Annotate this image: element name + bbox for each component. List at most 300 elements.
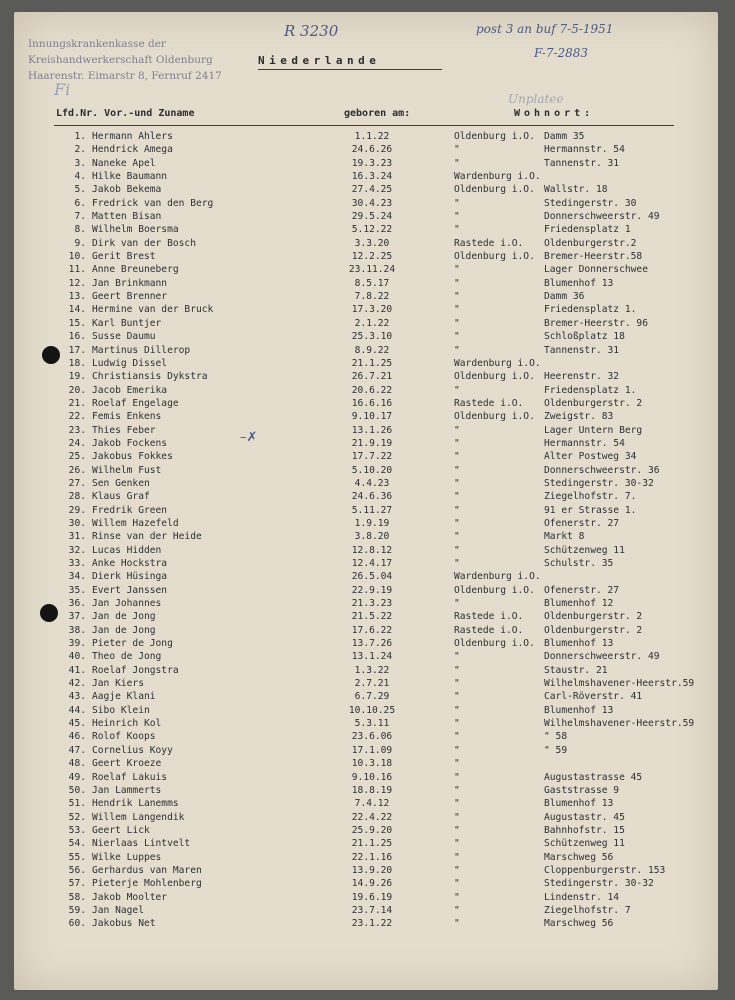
row-name: Thies Feber [92, 424, 156, 436]
row-name: Fredrik Green [92, 504, 168, 516]
table-row [14, 557, 718, 570]
row-name: Rinse van der Heide [92, 531, 202, 543]
row-street: Lager Donnerschwee [544, 264, 648, 276]
table-row [14, 797, 718, 810]
row-number: 59. [68, 904, 86, 916]
row-city: " [454, 477, 460, 489]
row-name: Hendrick Amega [92, 144, 173, 156]
row-name: Jan Johannes [92, 598, 162, 610]
row-birth-date: 1.1.22 [354, 131, 390, 142]
row-city: " [454, 758, 460, 770]
table-row [14, 584, 718, 597]
row-number: 5. [74, 184, 86, 196]
stamp-line-3: Haarenstr. Eimarstr 8, Fernruf 2417 [28, 70, 222, 82]
table-row [14, 210, 718, 223]
row-street: Damm 35 [544, 131, 585, 142]
table-row [14, 717, 718, 730]
row-name: Roelaf Jongstra [92, 664, 179, 676]
row-number: 37. [68, 611, 86, 623]
row-number: 47. [68, 744, 86, 756]
row-birth-date: 5.3.11 [354, 718, 390, 730]
row-street: Ziegelhofstr. 7 [544, 904, 631, 916]
row-birth-date: 1.3.22 [354, 664, 390, 676]
row-birth-date: 2.7.21 [354, 678, 390, 690]
row-birth-date: 21.1.25 [351, 838, 393, 850]
row-street: Bremer-Heerstr. 96 [544, 317, 648, 329]
row-city: Wardenburg i.O. [454, 357, 541, 369]
table-row [14, 597, 718, 610]
row-birth-date: 27.4.25 [351, 184, 393, 196]
table-row [14, 504, 718, 517]
row-name: Lucas Hidden [92, 544, 162, 556]
row-city: " [454, 664, 460, 676]
row-street: Hermannstr. 54 [544, 437, 625, 449]
row-street: Oldenburgerstr. 2 [544, 397, 643, 409]
row-name: Nierlaas Lintvelt [92, 838, 191, 850]
row-street: Donnerschweerstr. 36 [544, 464, 660, 476]
row-street: Augustastrasse 45 [544, 771, 643, 783]
row-name: Anke Hockstra [92, 558, 168, 569]
table-row [14, 277, 718, 290]
row-name: Dierk Hüsinga [92, 571, 168, 583]
row-street: Ofenerstr. 27 [544, 517, 620, 529]
row-number: 50. [68, 784, 86, 796]
row-name: Susse Daumu [92, 331, 156, 343]
row-number: 53. [68, 824, 86, 836]
table-row [14, 704, 718, 717]
row-number: 60. [68, 918, 86, 930]
row-birth-date: 29.5.24 [351, 211, 393, 223]
row-city: Oldenburg i.O. [454, 371, 535, 383]
row-number: 44. [68, 704, 86, 716]
row-city: " [454, 891, 460, 903]
row-number: 33. [68, 558, 86, 569]
handwritten-reference-number: F-7-2883 [534, 46, 589, 60]
row-name: Roelaf Lakuis [92, 771, 168, 783]
row-name: Jakob Bekema [92, 184, 162, 196]
table-row [14, 157, 718, 170]
row-birth-date: 18.8.19 [351, 784, 393, 796]
row-city: " [454, 558, 460, 569]
handwritten-note-top-right: post 3 an buf 7-5-1951 [476, 22, 614, 36]
row-name: Hilke Baumann [92, 171, 168, 183]
row-street: Tannenstr. 31 [544, 157, 620, 169]
table-row [14, 824, 718, 837]
table-row [14, 330, 718, 343]
row-name: Matten Bisan [92, 211, 162, 223]
table-row [14, 904, 718, 917]
row-number: 35. [68, 584, 86, 596]
row-street: Wilhelmshavener-Heerstr.59 [544, 718, 695, 730]
row-birth-date: 24.6.26 [351, 144, 393, 156]
row-number: 41. [68, 664, 86, 676]
row-birth-date: 13.9.20 [351, 864, 393, 876]
row-name: Evert Janssen [92, 584, 168, 596]
row-street: Gaststrasse 9 [544, 784, 620, 796]
table-row [14, 771, 718, 784]
row-name: Wilke Luppes [92, 851, 162, 863]
table-header [14, 108, 718, 122]
table-row [14, 143, 718, 156]
row-street: Blumenhof 13 [544, 798, 614, 810]
row-city: " [454, 424, 460, 436]
row-birth-date: 13.1.24 [351, 651, 393, 663]
table-row [14, 344, 718, 357]
row-city: Rastede i.O. [454, 611, 524, 623]
table-row [14, 410, 718, 423]
row-name: Naneke Apel [92, 157, 156, 169]
row-city: Oldenburg i.O. [454, 584, 535, 596]
row-name: Geert Lick [92, 824, 150, 836]
stamp-line-1: Innungskrankenkasse der [28, 38, 166, 50]
table-row [14, 384, 718, 397]
row-birth-date: 9.10.16 [351, 771, 393, 783]
row-city: " [454, 904, 460, 916]
row-city: " [454, 824, 460, 836]
row-street: Ofenerstr. 27 [544, 584, 620, 596]
row-street: Alter Postweg 34 [544, 451, 637, 463]
row-number: 40. [68, 651, 86, 663]
row-street: Hermannstr. 54 [544, 144, 625, 156]
document-title: Niederlande [258, 54, 381, 67]
row-name: Gerit Brest [92, 251, 156, 263]
row-birth-date: 25.3.10 [351, 331, 393, 343]
table-row [14, 864, 718, 877]
table-row [14, 917, 718, 930]
row-city: Oldenburg i.O. [454, 411, 535, 423]
row-birth-date: 17.7.22 [351, 451, 393, 463]
row-birth-date: 9.10.17 [351, 411, 393, 423]
row-name: Sen Genken [92, 477, 150, 489]
row-street: Blumenhof 13 [544, 638, 614, 650]
row-city: Oldenburg i.O. [454, 251, 535, 263]
row-name: Willem Langendik [92, 811, 185, 823]
row-street: Schützenweg 11 [544, 838, 625, 850]
row-number: 52. [68, 811, 86, 823]
row-number: 32. [68, 544, 86, 556]
row-number: 25. [68, 451, 86, 463]
row-city: " [454, 157, 460, 169]
row-street: Augustastr. 45 [544, 811, 625, 823]
row-birth-date: 26.5.04 [351, 571, 393, 583]
row-name: Anne Breuneberg [92, 264, 179, 276]
table-row [14, 517, 718, 530]
table-row [14, 530, 718, 543]
row-name: Dirk van der Bosch [92, 237, 196, 249]
row-city: " [454, 531, 460, 543]
row-city: " [454, 878, 460, 890]
row-street: Carl-Röverstr. 41 [544, 691, 643, 703]
row-birth-date: 21.9.19 [351, 437, 393, 449]
table-row [14, 811, 718, 824]
row-name: Heinrich Kol [92, 718, 162, 730]
table-row [14, 851, 718, 864]
table-row [14, 130, 718, 143]
row-number: 19. [68, 371, 86, 383]
row-number: 11. [68, 264, 86, 276]
row-city: " [454, 651, 460, 663]
row-number: 48. [68, 758, 86, 770]
row-number: 28. [68, 491, 86, 503]
row-name: Hermine van der Bruck [92, 304, 214, 316]
table-row [14, 424, 718, 437]
table-row [14, 837, 718, 850]
row-street: Schloßplatz 18 [544, 331, 625, 343]
row-city: Oldenburg i.O. [454, 638, 535, 650]
row-street: Blumenhof 13 [544, 704, 614, 716]
row-city: " [454, 504, 460, 516]
table-row [14, 263, 718, 276]
row-number: 46. [68, 731, 86, 743]
row-birth-date: 13.7.26 [351, 638, 393, 650]
row-street: Zweigstr. 83 [544, 411, 614, 423]
row-city: " [454, 851, 460, 863]
row-birth-date: 17.1.09 [351, 744, 393, 756]
row-number: 57. [68, 878, 86, 890]
row-city: Oldenburg i.O. [454, 131, 535, 142]
row-street: Heerenstr. 32 [544, 371, 620, 383]
row-birth-date: 23.7.14 [351, 904, 393, 916]
row-city: " [454, 864, 460, 876]
row-number: 39. [68, 638, 86, 650]
row-street: Blumenhof 12 [544, 598, 614, 610]
table-row [14, 570, 718, 583]
table-row [14, 317, 718, 330]
title-underline [258, 69, 442, 70]
row-city: " [454, 331, 460, 343]
row-street: 91 er Strasse 1. [544, 504, 637, 516]
table-row [14, 237, 718, 250]
table-row [14, 183, 718, 196]
row-street: Lindenstr. 14 [544, 891, 620, 903]
row-city: " [454, 344, 460, 356]
header-born: geboren am: [344, 108, 411, 119]
table-row [14, 690, 718, 703]
row-birth-date: 7.4.12 [354, 798, 390, 810]
row-birth-date: 25.9.20 [351, 824, 393, 836]
row-name: Fredrick van den Berg [92, 197, 214, 209]
row-birth-date: 5.11.27 [351, 504, 393, 516]
row-city: " [454, 598, 460, 610]
row-number: 15. [68, 317, 86, 329]
row-name: Jan Kiers [92, 678, 144, 690]
table-row [14, 397, 718, 410]
row-birth-date: 23.11.24 [348, 264, 396, 276]
row-street: Markt 8 [544, 531, 585, 543]
office-stamp [28, 36, 248, 84]
row-number: 20. [68, 384, 86, 396]
row-street: Friedensplatz 1 [544, 224, 631, 236]
row-number: 4. [74, 171, 86, 183]
table-row [14, 637, 718, 650]
row-name: Rolof Koops [92, 731, 156, 743]
row-number: 42. [68, 678, 86, 690]
row-city: " [454, 437, 460, 449]
row-birth-date: 23.6.06 [351, 731, 393, 743]
table-row [14, 610, 718, 623]
row-city: " [454, 304, 460, 316]
row-street: Oldenburgerstr. 2 [544, 624, 643, 636]
row-name: Martinus Dillerop [92, 344, 191, 356]
table-row [14, 370, 718, 383]
row-birth-date: 16.3.24 [351, 171, 393, 183]
row-birth-date: 3.3.20 [354, 237, 390, 249]
row-city: " [454, 211, 460, 223]
row-street: Donnerschweerstr. 49 [544, 211, 660, 223]
row-name: Femis Enkens [92, 411, 162, 423]
row-name: Jakob Fockens [92, 437, 168, 449]
row-city: " [454, 384, 460, 396]
row-name: Theo de Jong [92, 651, 162, 663]
row-number: 43. [68, 691, 86, 703]
row-number: 36. [68, 598, 86, 610]
row-name: Geert Kroeze [92, 758, 162, 770]
table-row [14, 197, 718, 210]
row-name: Jan de Jong [92, 624, 156, 636]
row-city: " [454, 744, 460, 756]
row-city: " [454, 277, 460, 289]
header-number-name: Lfd.Nr. Vor.-und Zuname [56, 108, 195, 119]
table-row [14, 664, 718, 677]
row-name: Willem Hazefeld [92, 517, 179, 529]
row-street: Stedingerstr. 30-32 [544, 477, 654, 489]
row-birth-date: 30.4.23 [351, 197, 393, 209]
row-city: " [454, 838, 460, 850]
row-city: " [454, 517, 460, 529]
row-number: 8. [74, 224, 86, 236]
row-street: Donnerschweerstr. 49 [544, 651, 660, 663]
row-street: Oldenburgerstr. 2 [544, 611, 643, 623]
table-row [14, 784, 718, 797]
row-number: 7. [74, 211, 86, 223]
row-city: Wardenburg i.O. [454, 171, 541, 183]
row-city: Rastede i.O. [454, 624, 524, 636]
row-street: Friedensplatz 1. [544, 384, 637, 396]
row-name: Hermann Ahlers [92, 131, 173, 142]
row-name: Wilhelm Fust [92, 464, 162, 476]
row-name: Wilhelm Boersma [92, 224, 179, 236]
row-birth-date: 2.1.22 [354, 317, 390, 329]
row-number: 56. [68, 864, 86, 876]
row-number: 14. [68, 304, 86, 316]
row-birth-date: 7.8.22 [354, 291, 390, 303]
row-street: Blumenhof 13 [544, 277, 614, 289]
row-birth-date: 22.1.16 [351, 851, 393, 863]
table-row [14, 544, 718, 557]
row-number: 18. [68, 357, 86, 369]
row-street: Oldenburgerstr.2 [544, 237, 637, 249]
row-name: Hendrik Lanemms [92, 798, 179, 810]
row-number: 16. [68, 331, 86, 343]
table-row [14, 624, 718, 637]
row-birth-date: 21.5.22 [351, 611, 393, 623]
row-street: Stedingerstr. 30 [544, 197, 637, 209]
row-city: " [454, 691, 460, 703]
table-row [14, 464, 718, 477]
row-birth-date: 22.4.22 [351, 811, 393, 823]
row-number: 23. [68, 424, 86, 436]
row-street: Stedingerstr. 30-32 [544, 878, 654, 890]
row-city: " [454, 264, 460, 276]
row-number: 2. [74, 144, 86, 156]
row-birth-date: 17.3.20 [351, 304, 393, 316]
row-birth-date: 5.12.22 [351, 224, 393, 236]
table-row [14, 677, 718, 690]
table-row [14, 744, 718, 757]
row-birth-date: 19.3.23 [351, 157, 393, 169]
row-name: Gerhardus van Maren [92, 864, 202, 876]
row-name: Aagje Klani [92, 691, 156, 703]
punch-hole-lower [40, 604, 58, 622]
table-row [14, 170, 718, 183]
row-birth-date: 26.7.21 [351, 371, 393, 383]
table-row [14, 490, 718, 503]
row-number: 38. [68, 624, 86, 636]
table-row [14, 477, 718, 490]
row-birth-date: 19.6.19 [351, 891, 393, 903]
row-city: Rastede i.O. [454, 397, 524, 409]
table-row [14, 877, 718, 890]
row-birth-date: 5.10.20 [351, 464, 393, 476]
punch-hole-upper [42, 346, 60, 364]
row-number: 54. [68, 838, 86, 850]
row-street: Ziegelhofstr. 7. [544, 491, 637, 503]
row-name: Pieterje Mohlenberg [92, 878, 202, 890]
row-birth-date: 20.6.22 [351, 384, 393, 396]
row-name: Jan Lammerts [92, 784, 162, 796]
row-number: 3. [74, 157, 86, 169]
row-city: " [454, 784, 460, 796]
row-birth-date: 6.7.29 [354, 691, 390, 703]
row-street: " 59 [544, 744, 568, 756]
row-city: " [454, 544, 460, 556]
row-name: Christiansis Dykstra [92, 371, 208, 383]
row-number: 27. [68, 477, 86, 489]
header-rule [54, 125, 674, 126]
row-birth-date: 22.9.19 [351, 584, 393, 596]
row-street: Bremer-Heerstr.58 [544, 251, 643, 263]
table-row [14, 650, 718, 663]
row-street: Lager Untern Berg [544, 424, 643, 436]
row-birth-date: 23.1.22 [351, 918, 393, 930]
row-birth-date: 3.8.20 [354, 531, 390, 543]
row-city: " [454, 678, 460, 690]
row-city: " [454, 451, 460, 463]
row-city: " [454, 291, 460, 303]
row-birth-date: 21.3.23 [351, 598, 393, 610]
row-street: Wallstr. 18 [544, 184, 608, 196]
row-number: 55. [68, 851, 86, 863]
row-name: Roelaf Engelage [92, 397, 179, 409]
row-city: Rastede i.O. [454, 237, 524, 249]
row-city: Oldenburg i.O. [454, 184, 535, 196]
row-name: Jan Brinkmann [92, 277, 168, 289]
row-birth-date: 10.3.18 [351, 758, 393, 770]
row-number: 17. [68, 344, 86, 356]
row-street: " 58 [544, 731, 568, 743]
stamp-line-2: Kreishandwerkerschaft Oldenburg [28, 54, 213, 66]
row-number: 30. [68, 517, 86, 529]
row-city: " [454, 718, 460, 730]
row-birth-date: 8.9.22 [354, 344, 390, 356]
row-name: Jakobus Fokkes [92, 451, 173, 463]
handwritten-reference-top-left: R 3230 [284, 22, 339, 40]
row-number: 49. [68, 771, 86, 783]
row-city: " [454, 918, 460, 930]
row-birth-date: 17.6.22 [351, 624, 393, 636]
row-number: 45. [68, 718, 86, 730]
row-number: 34. [68, 571, 86, 583]
